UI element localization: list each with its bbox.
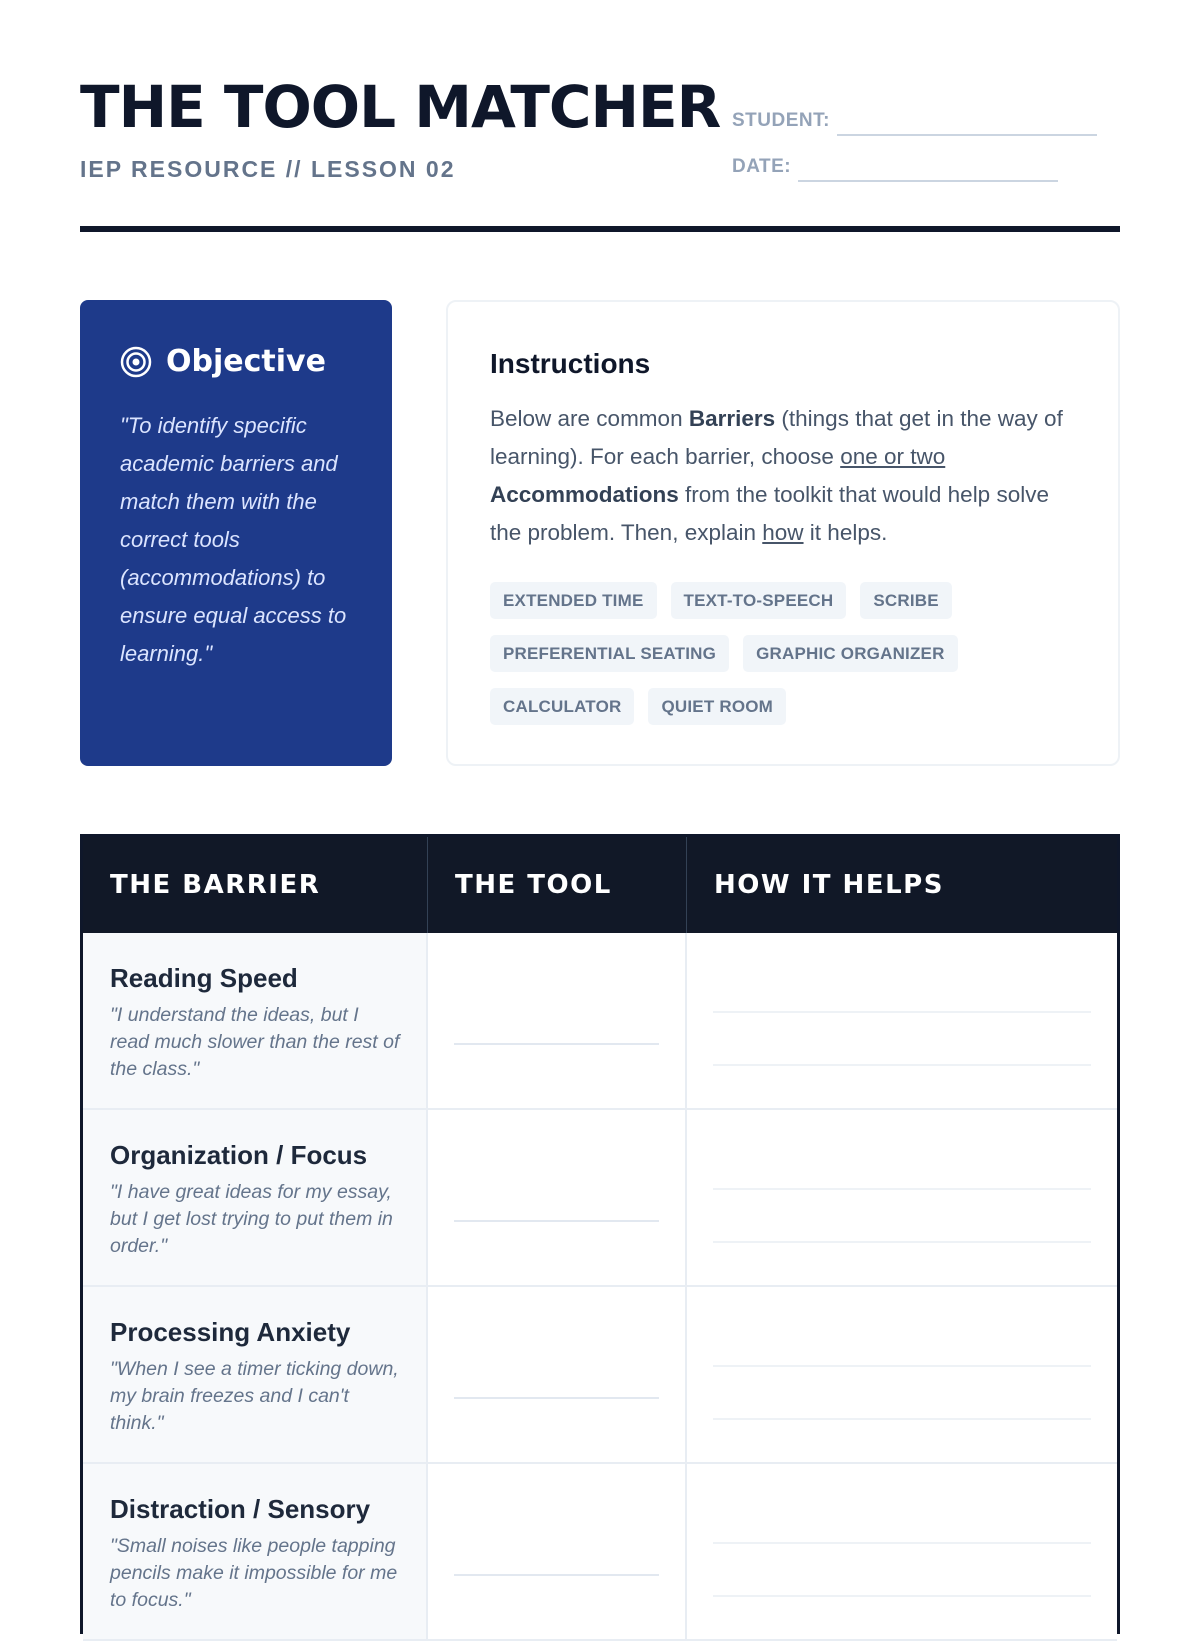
help-writing-line <box>713 1595 1091 1597</box>
barrier-name: Processing Anxiety <box>110 1317 351 1347</box>
target-icon <box>120 346 152 378</box>
header-tool: THE TOOL <box>428 837 687 933</box>
instr-bold-accommodations: Accommodations <box>490 482 679 507</box>
instr-text-part: from the toolkit that would help solve the problem. Then, explain <box>490 482 1049 545</box>
barrier-cell <box>83 1110 428 1285</box>
objective-text: "To identify specific academic barriers and match them with the correct tools (accommodations) to ensure equal access to learning." <box>120 413 347 666</box>
toolkit-tag: QUIET ROOM <box>648 688 786 725</box>
toolkit-tags <box>490 582 1080 725</box>
barrier-cell <box>83 1464 428 1639</box>
tool-answer-cell[interactable] <box>428 1287 687 1462</box>
header-how-it-helps: HOW IT HELPS <box>714 870 944 900</box>
how-answer-cell[interactable] <box>687 933 1117 1108</box>
help-writing-line <box>713 1365 1091 1367</box>
help-writing-line <box>713 1542 1091 1544</box>
student-label: STUDENT: <box>732 110 830 131</box>
barrier-quote: "I understand the ideas, but I read much slower than the rest of the class." <box>110 1004 400 1080</box>
barrier-quote: "When I see a timer ticking down, my brain freezes and I can't think." <box>110 1358 399 1434</box>
toolkit-tag: TEXT-TO-SPEECH <box>671 582 847 619</box>
instructions-card <box>446 300 1120 766</box>
help-writing-line <box>713 1188 1091 1190</box>
barrier-quote: "I have great ideas for my essay, but I get lost trying to put them in order." <box>110 1181 393 1257</box>
barrier-name: Distraction / Sensory <box>110 1494 371 1524</box>
table-row <box>83 1110 1117 1287</box>
help-writing-line <box>713 1418 1091 1420</box>
objective-card <box>80 300 392 766</box>
instr-text-part: it helps. <box>803 520 888 545</box>
tool-writing-line <box>454 1397 659 1399</box>
tool-answer-cell[interactable] <box>428 1110 687 1285</box>
barrier-name: Organization / Focus <box>110 1140 368 1170</box>
page-subtitle: IEP RESOURCE // LESSON 02 <box>80 156 456 182</box>
how-answer-cell[interactable] <box>687 1464 1117 1639</box>
barrier-name: Reading Speed <box>110 963 298 993</box>
toolkit-tag: GRAPHIC ORGANIZER <box>743 635 958 672</box>
barrier-cell <box>83 933 428 1108</box>
tool-writing-line <box>454 1220 659 1222</box>
instr-text-part: (things that get in the way of learning). For each barrier, choose <box>490 406 1063 469</box>
instr-underline-count: one or two <box>840 444 946 469</box>
help-writing-line <box>713 1241 1091 1243</box>
toolkit-tag: CALCULATOR <box>490 688 634 725</box>
how-answer-cell[interactable] <box>687 1287 1117 1462</box>
toolkit-tag: EXTENDED TIME <box>490 582 657 619</box>
table-row <box>83 933 1117 1110</box>
matcher-table <box>80 834 1120 1634</box>
tool-answer-cell[interactable] <box>428 933 687 1108</box>
header-barrier: THE BARRIER <box>83 837 428 933</box>
page-title: THE TOOL MATCHER <box>80 73 721 141</box>
date-label: DATE: <box>732 156 792 177</box>
instr-underline-how: how <box>762 520 804 545</box>
table-row <box>83 1287 1117 1464</box>
barrier-quote: "Small noises like people tapping pencils make it impossible for me to focus." <box>110 1535 398 1611</box>
table-header <box>83 837 1117 933</box>
how-answer-cell[interactable] <box>687 1110 1117 1285</box>
help-writing-line <box>713 1064 1091 1066</box>
barrier-cell <box>83 1287 428 1462</box>
toolkit-tag: SCRIBE <box>860 582 951 619</box>
tool-writing-line <box>454 1043 659 1045</box>
instructions-text <box>490 400 1076 552</box>
objective-header <box>120 344 352 379</box>
instr-text-part: Below are common <box>490 406 689 431</box>
table-row <box>83 1464 1117 1641</box>
date-field[interactable] <box>798 180 1058 182</box>
toolkit-tag: PREFERENTIAL SEATING <box>490 635 729 672</box>
header-divider <box>80 226 1120 232</box>
help-writing-line <box>713 1011 1091 1013</box>
tool-writing-line <box>454 1574 659 1576</box>
objective-title: Objective <box>166 344 326 379</box>
student-field[interactable] <box>837 134 1097 136</box>
tool-answer-cell[interactable] <box>428 1464 687 1639</box>
instr-bold-barriers: Barriers <box>688 406 776 431</box>
instructions-title: Instructions <box>490 348 651 379</box>
